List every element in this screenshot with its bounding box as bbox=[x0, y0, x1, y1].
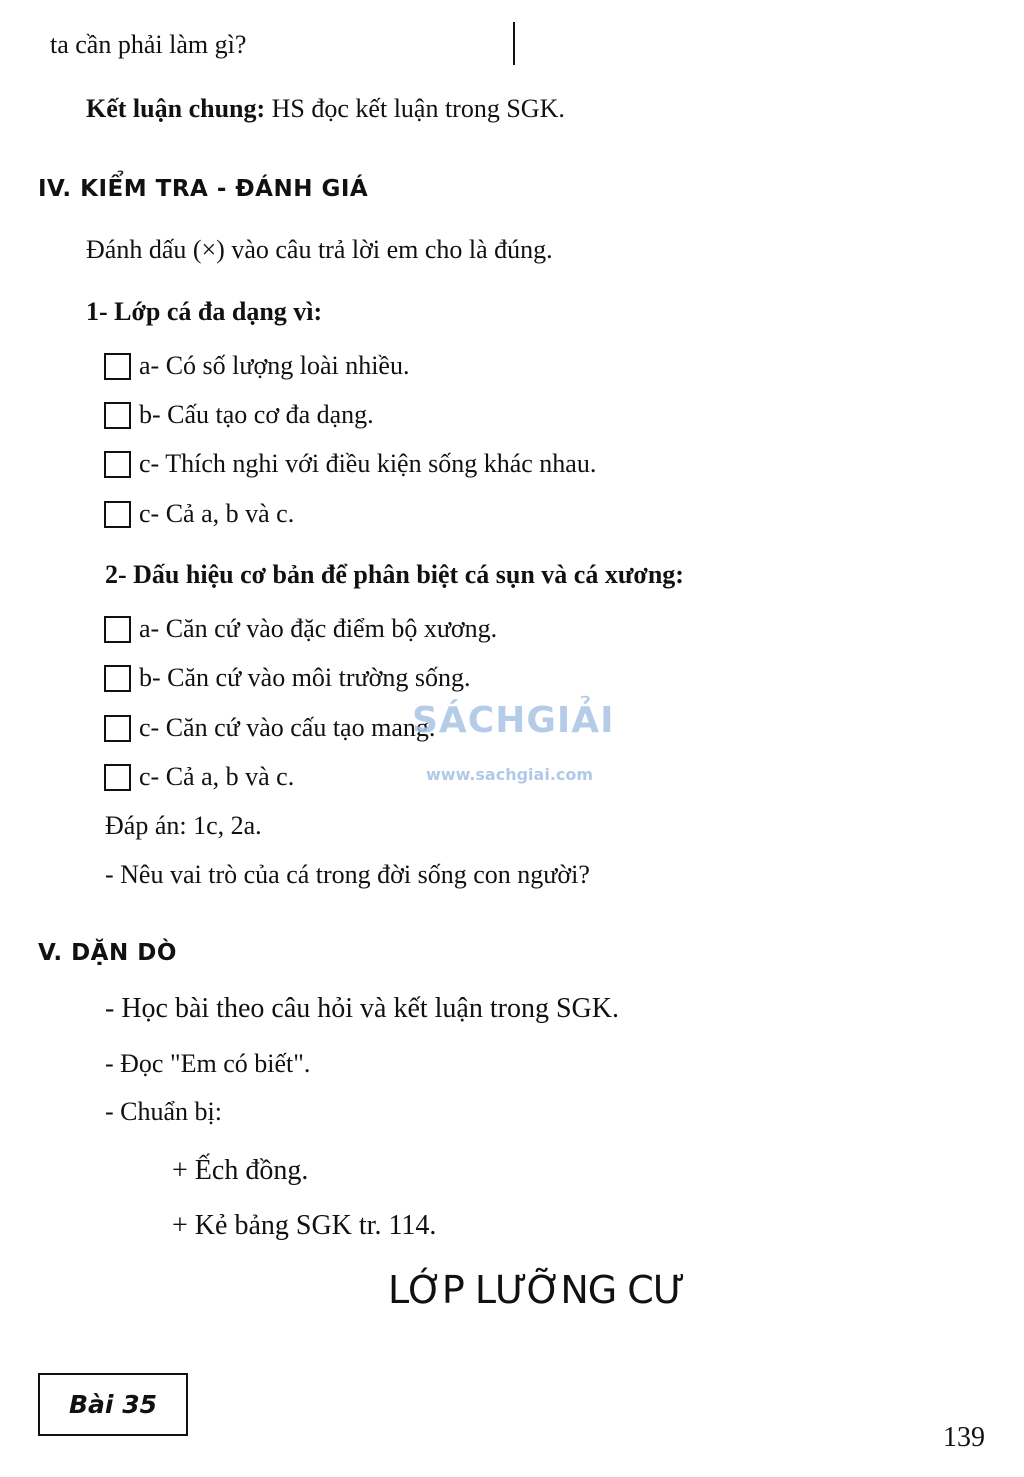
option-label: c- Cả a, b và c. bbox=[139, 499, 295, 528]
checkbox-icon[interactable] bbox=[104, 501, 131, 528]
q2-option-c[interactable] bbox=[104, 712, 435, 744]
homework-item: - Chuẩn bị: bbox=[105, 1097, 222, 1126]
checkbox-icon[interactable] bbox=[104, 353, 131, 380]
section-heading-assessment: IV. KIỂM TRA - ĐÁNH GIÁ bbox=[38, 176, 369, 202]
conclusion-text: HS đọc kết luận trong SGK. bbox=[265, 94, 565, 123]
chapter-title: LỚP LƯỠNG CƯ bbox=[388, 1268, 685, 1312]
option-label: b- Cấu tạo cơ đa dạng. bbox=[139, 400, 374, 429]
checkbox-icon[interactable] bbox=[104, 402, 131, 429]
q1-option-b[interactable] bbox=[104, 399, 374, 431]
homework-item: - Đọc "Em có biết". bbox=[105, 1049, 311, 1078]
option-label: b- Căn cứ vào môi trường sống. bbox=[139, 663, 471, 692]
general-conclusion bbox=[86, 94, 565, 124]
checkbox-icon[interactable] bbox=[104, 764, 131, 791]
option-label: a- Có số lượng loài nhiều. bbox=[139, 351, 410, 380]
option-label: c- Căn cứ vào cấu tạo mang. bbox=[139, 713, 436, 742]
top-line: ta cần phải làm gì? bbox=[50, 30, 247, 59]
lesson-label: Bài 35 bbox=[69, 1390, 157, 1419]
option-label: c- Thích nghi với điều kiện sống khác nhau. bbox=[139, 449, 597, 478]
instruction-text: Đánh dấu (×) vào câu trả lời em cho là đúng. bbox=[86, 235, 553, 264]
q1-option-a[interactable] bbox=[104, 350, 409, 382]
option-label: c- Cả a, b và c. bbox=[139, 762, 295, 791]
conclusion-label: Kết luận chung: bbox=[86, 94, 266, 123]
vertical-rule bbox=[513, 22, 515, 65]
homework-item: - Học bài theo câu hỏi và kết luận trong SGK. bbox=[105, 993, 619, 1024]
homework-subitem: + Kẻ bảng SGK tr. 114. bbox=[172, 1210, 437, 1241]
q1-option-c[interactable] bbox=[104, 448, 596, 480]
q2-option-b[interactable] bbox=[104, 662, 471, 694]
lesson-label-box bbox=[38, 1373, 188, 1436]
question-2-title: 2- Dấu hiệu cơ bản để phân biệt cá sụn và cá xương: bbox=[105, 560, 684, 589]
checkbox-icon[interactable] bbox=[104, 616, 131, 643]
checkbox-icon[interactable] bbox=[104, 665, 131, 692]
homework-subitem: + Ếch đồng. bbox=[172, 1155, 309, 1186]
watermark-logo: SÁCHGIẢI bbox=[412, 700, 615, 741]
watermark-url: www.sachgiai.com bbox=[426, 765, 594, 784]
q1-option-d[interactable] bbox=[104, 498, 294, 530]
q2-option-d[interactable] bbox=[104, 761, 294, 793]
page-number: 139 bbox=[943, 1422, 985, 1453]
option-label: a- Căn cứ vào đặc điểm bộ xương. bbox=[139, 614, 498, 643]
q2-option-a[interactable] bbox=[104, 613, 497, 645]
discussion-question: - Nêu vai trò của cá trong đời sống con người? bbox=[105, 860, 590, 889]
checkbox-icon[interactable] bbox=[104, 451, 131, 478]
question-1-title: 1- Lớp cá đa dạng vì: bbox=[86, 297, 323, 326]
checkbox-icon[interactable] bbox=[104, 715, 131, 742]
section-heading-homework: V. DẶN DÒ bbox=[38, 940, 177, 966]
answer-key: Đáp án: 1c, 2a. bbox=[105, 811, 262, 840]
